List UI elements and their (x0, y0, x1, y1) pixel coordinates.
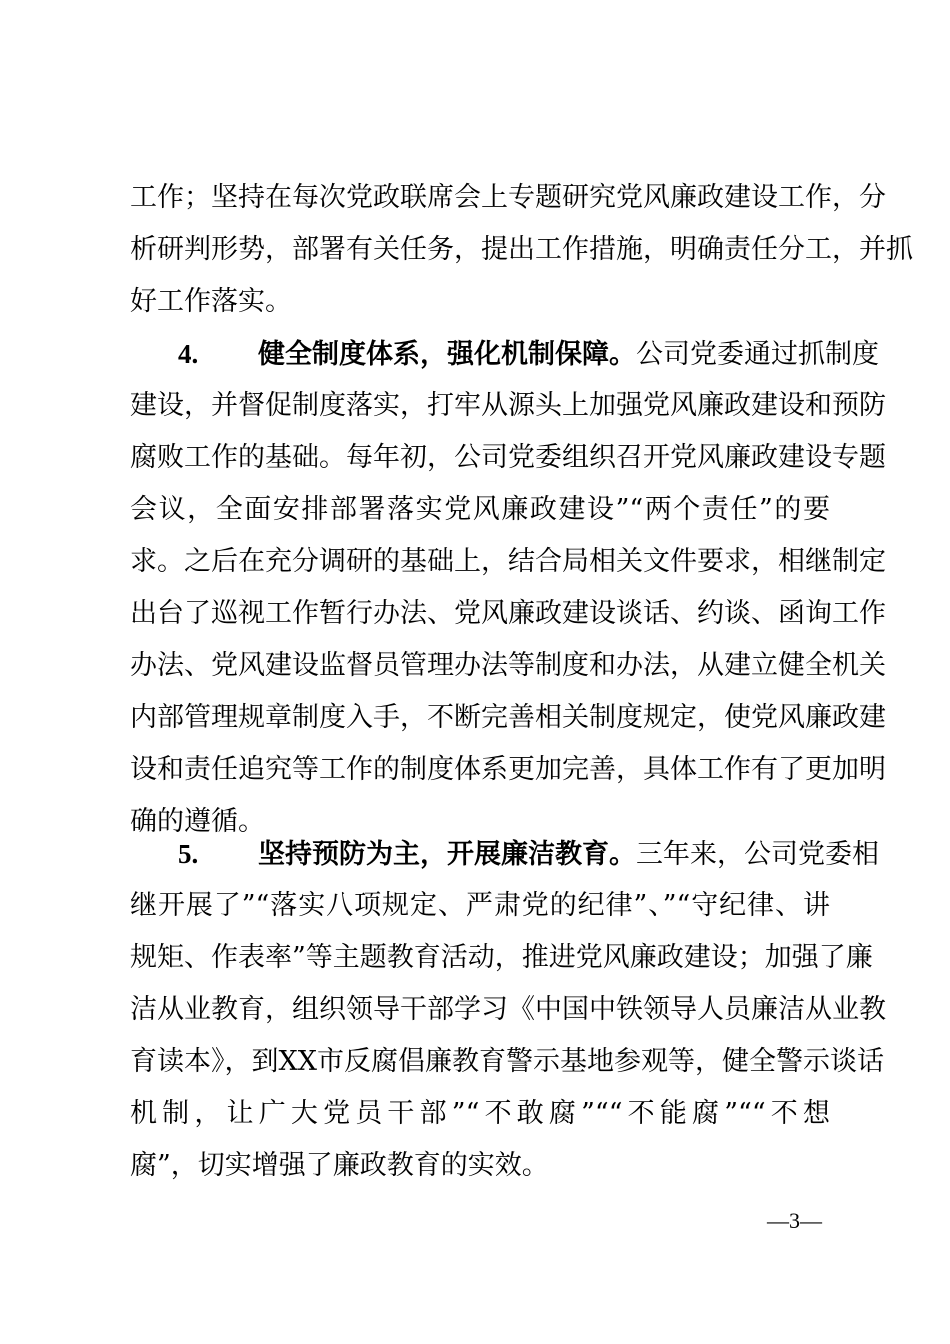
paragraph-line: 确的遵循。 (130, 806, 265, 837)
paragraph-line: 机制，让广大党员干部”“不敢腐”““不能腐”““不想 (130, 1098, 830, 1129)
paragraph-line: 规矩、作表率”等主题教育活动，推进党风廉政建设；加强了廉 (130, 942, 873, 973)
paragraph-line: 求。之后在充分调研的基础上，结合局相关文件要求，相继制定 (130, 546, 886, 577)
section-5-number: 5. (178, 839, 199, 869)
section-4-text: 公司党委通过抓制度 (636, 339, 879, 370)
paragraph-line: 工作；坚持在每次党政联席会上专题研究党风廉政建设工作，分 (130, 182, 886, 213)
section-5-first-line (178, 828, 879, 880)
page-number: —3— (767, 1208, 822, 1233)
paragraph-line: 腐败工作的基础。每年初，公司党委组织召开党风廉政建设专题 (130, 442, 886, 473)
section-5-heading: 坚持预防为主，开展廉洁教育。 (258, 839, 636, 870)
paragraph-line: 好工作落实。 (130, 286, 292, 317)
paragraph-line: 办法、党风建设监督员管理办法等制度和办法，从建立健全机关 (130, 650, 886, 681)
section-4-first-line (178, 328, 879, 380)
paragraph-line: 建设，并督促制度落实，打牢从源头上加强党风廉政建设和预防 (130, 390, 886, 421)
paragraph-line: 析研判形势，部署有关任务，提出工作措施，明确责任分工，并抓 (130, 234, 913, 265)
paragraph-line: 内部管理规章制度入手，不断完善相关制度规定，使党风廉政建 (130, 702, 886, 733)
paragraph-line: 设和责任追究等工作的制度体系更加完善，具体工作有了更加明 (130, 754, 886, 785)
paragraph-line: 出台了巡视工作暂行办法、党风廉政建设谈话、约谈、函询工作 (130, 598, 886, 629)
section-5-text: 三年来，公司党委相 (636, 839, 879, 870)
paragraph-line: 继开展了”“落实八项规定、严肃党的纪律”、”“守纪律、讲 (130, 890, 830, 921)
paragraph-line: 洁从业教育，组织领导干部学习《中国中铁领导人员廉洁从业教 (130, 994, 886, 1025)
paragraph-line: 腐”，切实增强了廉政教育的实效。 (130, 1150, 549, 1181)
section-4-number: 4. (178, 339, 199, 369)
paragraph-line: 育读本》，到XX市反腐倡廉教育警示基地参观等，健全警示谈话 (130, 1046, 884, 1077)
section-4-heading: 健全制度体系，强化机制保障。 (258, 339, 636, 370)
paragraph-line: 会议，全面安排部署落实党风廉政建设”“两个责任”的要 (130, 494, 830, 525)
